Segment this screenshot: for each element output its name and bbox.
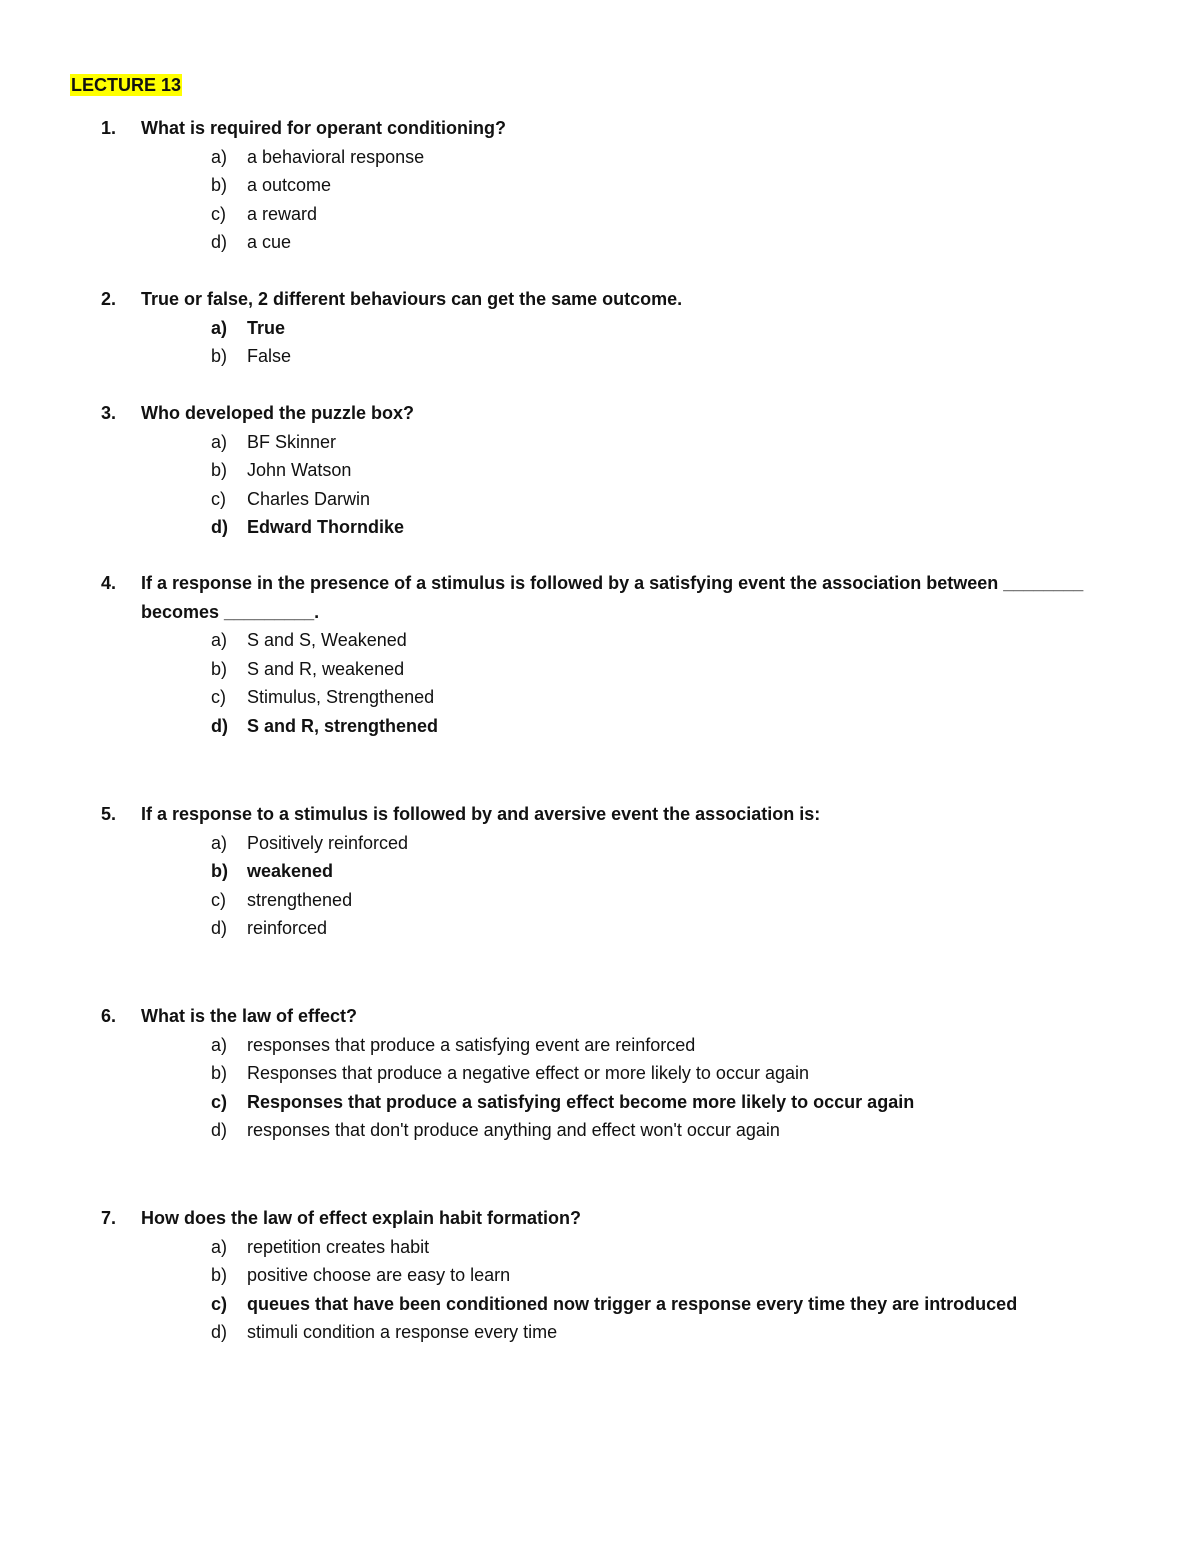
option: b) positive choose are easy to learn	[211, 1265, 511, 1285]
question-number: 6.	[101, 1006, 117, 1026]
option: a) repetition creates habit	[211, 1236, 430, 1257]
option: b) False	[211, 346, 292, 366]
option: a) S and S, Weakened	[211, 630, 407, 650]
question-4	[70, 569, 1130, 740]
option: c) strengthened	[211, 889, 353, 910]
option: b) a outcome	[211, 175, 332, 195]
option-correct: c) Responses that produce a satisfying effect become more likely to occur again	[211, 1091, 915, 1112]
option: a) a behavioral response	[211, 146, 425, 167]
question-text: If a response to a stimulus is followed by and aversive event the association is:	[141, 804, 821, 824]
question-number: 5.	[101, 804, 117, 824]
option: b) Responses that produce a negative effect or more likely to occur again	[211, 1063, 809, 1083]
option: c) a reward	[211, 203, 318, 224]
question-number: 1.	[101, 118, 117, 138]
option-correct: a) True	[211, 317, 286, 338]
question-text: True or false, 2 different behaviours can get the same outcome.	[141, 289, 683, 309]
question-7	[70, 1204, 1130, 1347]
option-correct: d) Edward Thorndike	[211, 517, 405, 537]
option-correct: c) queues that have been conditioned now trigger a response every time they are introduced	[211, 1293, 1018, 1314]
question-5	[70, 800, 1130, 943]
question-2	[70, 285, 1130, 371]
option: c) Charles Darwin	[211, 488, 371, 509]
option: b) John Watson	[211, 460, 352, 480]
question-text: What is the law of effect?	[141, 1006, 358, 1026]
question-3	[70, 399, 1130, 542]
question-number: 7.	[101, 1208, 117, 1228]
option: b) S and R, weakened	[211, 658, 405, 679]
option: c) Stimulus, Strengthened	[211, 687, 435, 707]
question-number: 4.	[101, 573, 117, 593]
option: d) reinforced	[211, 918, 328, 938]
option: d) a cue	[211, 232, 292, 252]
lecture-title: LECTURE 13	[71, 75, 182, 95]
option: a) BF Skinner	[211, 431, 337, 452]
question-1	[70, 114, 1130, 257]
question-text: Who developed the puzzle box?	[141, 403, 415, 423]
option: d) responses that don't produce anything and effect won't occur again	[211, 1120, 780, 1140]
question-text: What is required for operant conditioning?	[141, 118, 506, 138]
question-text: If a response in the presence of a stimulus is followed by a satisfying event the association between ________ becomes _________.	[141, 573, 1084, 622]
option-correct: b) weakened	[211, 861, 334, 881]
question-number: 3.	[101, 403, 117, 423]
option: d) stimuli condition a response every time	[211, 1322, 558, 1342]
option-correct: d) S and R, strengthened	[211, 715, 439, 736]
option: a) responses that produce a satisfying event are reinforced	[211, 1034, 696, 1055]
question-text: How does the law of effect explain habit formation?	[141, 1208, 582, 1228]
option: a) Positively reinforced	[211, 832, 409, 853]
question-number: 2.	[101, 289, 117, 309]
question-6	[70, 1002, 1130, 1145]
